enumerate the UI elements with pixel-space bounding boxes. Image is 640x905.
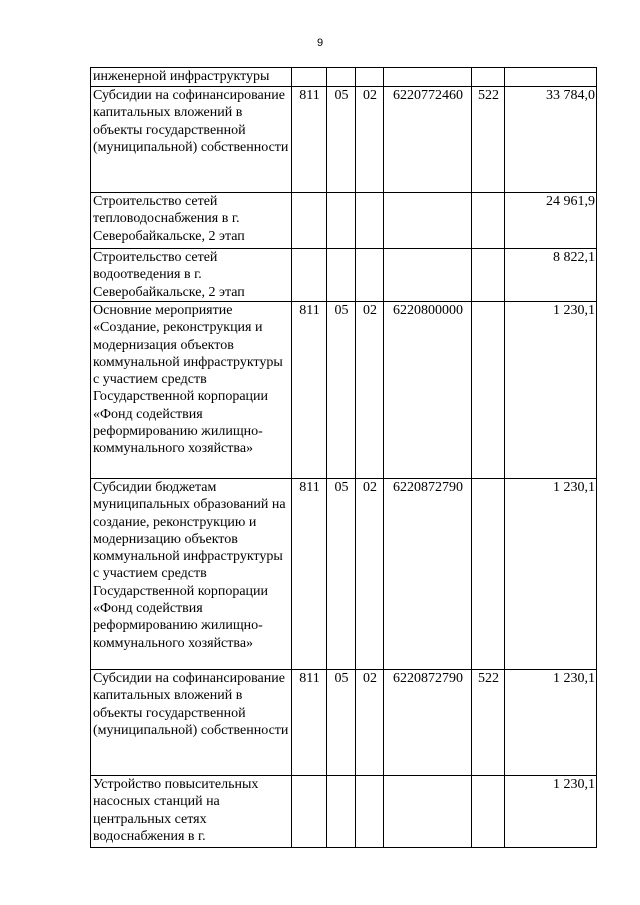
table-row	[91, 670, 597, 776]
expense-type-cell	[472, 479, 505, 670]
section-cell	[327, 249, 356, 302]
row-name-cell: Строительство сетей тепловодоснабжения в г. Северобайкальске, 2 этап	[91, 193, 292, 249]
expense-type-cell	[472, 68, 505, 87]
table-row	[91, 776, 597, 848]
expense-type-cell: 522	[472, 670, 505, 776]
row-name-cell: Основние мероприятие «Создание, реконструкция и модернизация объектов коммунальной инфраструктуры с участием средств Государственной корпорации «Фонд содействия реформированию жилищно-коммунального хозяйства»	[91, 302, 292, 479]
grbs-cell: 811	[292, 670, 327, 776]
amount-cell: 1 230,1	[505, 670, 597, 776]
row-name-cell: Субсидии на софинансирование капитальных вложений в объекты государственной (муниципальной) собственности	[91, 670, 292, 776]
section-cell: 05	[327, 87, 356, 193]
row-name-cell: Устройство повысительных насосных станций на центральных сетях водоснабжения в г.	[91, 776, 292, 848]
expense-type-cell	[472, 302, 505, 479]
target-article-cell	[384, 193, 472, 249]
grbs-cell	[292, 193, 327, 249]
section-cell	[327, 68, 356, 87]
subsection-cell: 02	[356, 670, 384, 776]
grbs-cell: 811	[292, 479, 327, 670]
amount-cell: 1 230,1	[505, 776, 597, 848]
page-number: 9	[316, 37, 324, 49]
amount-cell: 24 961,9	[505, 193, 597, 249]
table-row	[91, 479, 597, 670]
row-name-cell: Строительство сетей водоотведения в г. Северобайкальске, 2 этап	[91, 249, 292, 302]
grbs-cell	[292, 249, 327, 302]
amount-cell	[505, 68, 597, 87]
section-cell	[327, 193, 356, 249]
subsection-cell: 02	[356, 479, 384, 670]
target-article-cell	[384, 249, 472, 302]
target-article-cell	[384, 68, 472, 87]
amount-cell: 33 784,0	[505, 87, 597, 193]
target-article-cell: 6220872790	[384, 479, 472, 670]
table-row	[91, 193, 597, 249]
section-cell	[327, 776, 356, 848]
table-row	[91, 302, 597, 479]
row-name-cell: Субсидии на софинансирование капитальных вложений в объекты государственной (муниципальной) собственности	[91, 87, 292, 193]
target-article-cell: 6220872790	[384, 670, 472, 776]
subsection-cell: 02	[356, 87, 384, 193]
section-cell: 05	[327, 670, 356, 776]
section-cell: 05	[327, 479, 356, 670]
grbs-cell: 811	[292, 302, 327, 479]
table-row	[91, 87, 597, 193]
table-row	[91, 249, 597, 302]
grbs-cell	[292, 776, 327, 848]
subsection-cell: 02	[356, 302, 384, 479]
expense-type-cell	[472, 193, 505, 249]
target-article-cell: 6220800000	[384, 302, 472, 479]
grbs-cell: 811	[292, 87, 327, 193]
table-row	[91, 68, 597, 87]
expense-type-cell	[472, 249, 505, 302]
target-article-cell: 6220772460	[384, 87, 472, 193]
amount-cell: 8 822,1	[505, 249, 597, 302]
row-name-cell: инженерной инфраструктуры	[91, 68, 292, 87]
subsection-cell	[356, 249, 384, 302]
budget-table	[90, 67, 597, 848]
subsection-cell	[356, 776, 384, 848]
amount-cell: 1 230,1	[505, 302, 597, 479]
subsection-cell	[356, 68, 384, 87]
expense-type-cell: 522	[472, 87, 505, 193]
expense-type-cell	[472, 776, 505, 848]
section-cell: 05	[327, 302, 356, 479]
row-name-cell: Субсидии бюджетам муниципальных образований на создание, реконструкцию и модернизацию объектов коммунальной инфраструктуры с участием средств Государственной корпорации «Фонд содействия реформированию жилищно-коммунального хозяйства»	[91, 479, 292, 670]
subsection-cell	[356, 193, 384, 249]
grbs-cell	[292, 68, 327, 87]
target-article-cell	[384, 776, 472, 848]
amount-cell: 1 230,1	[505, 479, 597, 670]
